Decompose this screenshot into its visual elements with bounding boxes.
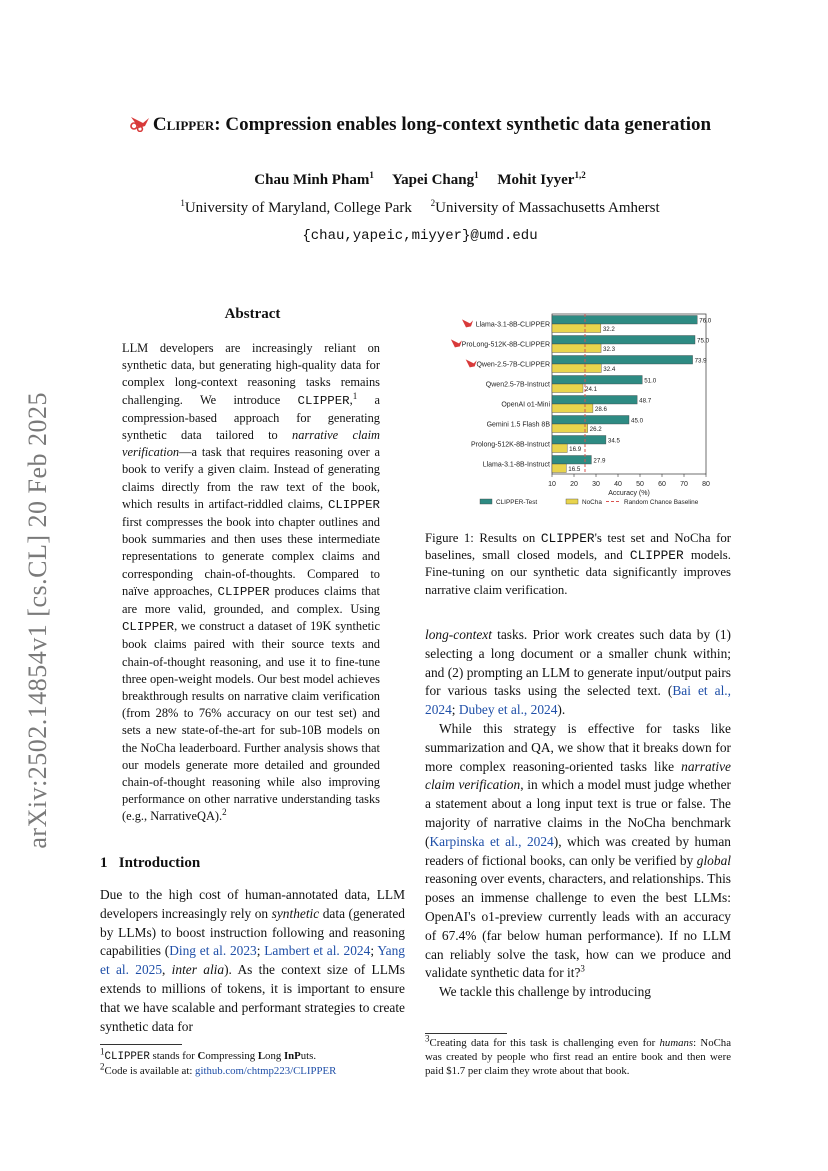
- bar-value-label: 76.0: [699, 317, 712, 325]
- footnote-text: stands for: [149, 1050, 198, 1062]
- citation-link[interactable]: Dubey et al., 2024: [458, 702, 558, 718]
- category-label: Qwen2.5-7B-Instruct: [485, 381, 550, 389]
- author-affiliation-mark: 1,2: [574, 170, 586, 180]
- clipper-code: CLIPPER: [629, 548, 684, 564]
- x-tick-label: 70: [680, 481, 688, 488]
- abstract-text: first compresses the book into chapter outlines and book summaries and then uses these intermediate representations to generate complex claims and corresponding chain-of-thoughts. Compared to naïve approaches,: [122, 515, 380, 598]
- x-tick-label: 20: [570, 481, 578, 488]
- abstract-emphasis: narrative claim verification: [122, 428, 380, 460]
- abstract-text: LLM developers are increasingly reliant on synthetic data, but generating high-quality data for complex long-context reasoning tasks remains challenging. We introduce: [122, 341, 380, 407]
- bar-clipper-test: [552, 316, 697, 325]
- footnote-text: ong: [265, 1050, 284, 1062]
- category-label: ProLong-512K-8B-CLIPPER: [461, 341, 550, 349]
- legend-label: CLIPPER-Test: [496, 499, 538, 506]
- citation-link[interactable]: Lambert et al. 2024: [264, 943, 371, 959]
- bar-clipper-test: [552, 376, 642, 385]
- bar-nocha: [552, 324, 601, 333]
- legend-swatch-clipper-test: [480, 499, 492, 504]
- category-label: Qwen-2.5-7B-CLIPPER: [476, 361, 550, 369]
- footnote-bold: InP: [283, 1050, 301, 1062]
- footnote-text: ompressing: [205, 1050, 258, 1062]
- paragraph: [425, 626, 731, 720]
- bar-nocha: [552, 464, 566, 473]
- x-tick-label: 30: [592, 481, 600, 488]
- footnote-bold: C: [197, 1050, 206, 1062]
- citation-link[interactable]: Ding et al. 2023: [169, 943, 257, 959]
- bar-nocha: [552, 404, 593, 413]
- x-tick-label: 10: [548, 481, 556, 488]
- body-emphasis: global: [696, 852, 731, 868]
- footnote-text: Code is available at:: [104, 1065, 196, 1077]
- abstract-body: LLM developers are increasingly reliant on synthetic data, but generating high-quality data for complex long-context reasoning tasks remains challenging. We introduce CLIPPER,$^1$ a compression-based approach for generating synthetic data tailored to narrative claim verification—a task that requires reasoning over a book to verify a given claim. Instead of generating claims directly from the raw text of the book, which results in artifact-riddled claims, CLIPPER first compresses the book into chapter outlines and book summaries and then uses these intermediate representations to generate complex claims and corresponding chain-of-thoughts. Compared to naïve approaches, CLIPPER produces claims that are more valid, grounded, and complex. Using CLIPPER, we construct a dataset of 19K synthetic book claims paired with their source texts and chain-of-thought reasoning, and use it to fine-tune three open-weight models. Our best model achieves breakthrough results on narrative claim verification (from 28% to 76% accuracy on our test set) and sets a new state-of-the-art for sub-10B models on the NoCha leaderboard. Further analysis shows that our models generate more detailed and grounded chain-of-thought reasoning while also improving performance on other narrative understanding tasks (e.g., NarrativeQA).$^2$: [122, 341, 380, 824]
- footnote-text: : NoCha was created by people who first read an entire book and then were paid $1.7 per claim they wrote about that book.: [425, 1037, 731, 1077]
- section-title: Introduction: [118, 855, 201, 871]
- clipper-scissors-icon: [451, 339, 462, 347]
- bar-nocha: [552, 424, 588, 433]
- x-tick-label: 40: [614, 481, 622, 488]
- footnote-number: 1: [100, 1046, 105, 1057]
- bar-nocha: [552, 384, 583, 393]
- caption-text: models. Fine-tuning on our synthetic data significantly improves narrative claim verification.: [425, 548, 731, 597]
- author-affiliation-mark: 1: [369, 170, 374, 180]
- intro-text: ;: [370, 943, 378, 959]
- clipper-code: CLIPPER: [540, 531, 595, 546]
- bar-value-label: 73.9: [694, 357, 707, 365]
- affiliation-name: University of Massachusetts Amherst: [435, 200, 660, 216]
- bar-clipper-test: [552, 396, 637, 405]
- author-name: Yapei Chang: [392, 172, 475, 188]
- caption-text: Figure 1: Results on: [425, 531, 541, 545]
- author-name: Chau Minh Pham: [254, 172, 370, 188]
- bar-chart: [430, 308, 730, 514]
- abstract-text: produces claims that are more valid, grounded, and complex. Using: [122, 583, 380, 617]
- legend-label: NoCha: [582, 499, 602, 506]
- clipper-code: CLIPPER: [104, 1051, 150, 1063]
- abstract-text: —a task that requires reasoning over a book to verify a given claim. Instead of generating claims directly from the raw text of the book, which results in artifact-riddled claims,: [122, 445, 380, 511]
- title-name: Clipper: [152, 114, 215, 135]
- intro-paragraph: [100, 886, 405, 1036]
- footnote-text: uts.: [300, 1050, 317, 1062]
- body-emphasis: narrative claim verification: [425, 758, 731, 793]
- paragraph: [425, 983, 731, 1002]
- affiliation-number: 1: [180, 198, 185, 208]
- section-heading-introduction: [100, 855, 405, 872]
- clipper-code: CLIPPER: [297, 393, 350, 408]
- affiliation-number: 2: [430, 198, 436, 208]
- x-tick-label: 60: [658, 481, 666, 488]
- bar-value-label: 24.1: [585, 385, 598, 393]
- bar-nocha: [552, 444, 567, 453]
- body-text: tasks. Prior work creates such data by (1) selecting a long document or a smaller chunk within; and (2) prompting an LLM to generate input/output pairs for various tasks using the selected text. (: [425, 627, 731, 699]
- arxiv-sidebar-stamp: [14, 370, 62, 870]
- category-label: Llama-3.1-8B-Instruct: [482, 461, 550, 469]
- intro-text: ;: [256, 943, 265, 959]
- x-tick-label: 80: [702, 481, 710, 488]
- bar-clipper-test: [552, 436, 606, 445]
- bar-value-label: 27.9: [593, 457, 606, 465]
- footnote-divider: [100, 1044, 182, 1045]
- body-text: reasoning over events, characters, and relationships. This poses an immense challenge to even the best LLMs: OpenAI's o1-preview currently leads with an accuracy of 67.4% (far below human performance). If no LLM can reliably solve the task, how can we produce and validate synthetic data for it?: [425, 871, 731, 981]
- bar-value-label: 75.0: [697, 337, 710, 345]
- body-text: ;: [451, 702, 459, 718]
- clipper-code: CLIPPER: [327, 497, 380, 512]
- x-tick-label: 50: [636, 481, 644, 488]
- figure-1-caption: [425, 530, 731, 599]
- legend-swatch-nocha: [566, 499, 578, 504]
- bar-value-label: 45.0: [631, 417, 644, 425]
- arxiv-id: arXiv:2502.14854v1 [cs.CL] 20 Feb 2025: [23, 391, 52, 849]
- figure-1-chart: [430, 308, 730, 514]
- author-list: [100, 172, 740, 189]
- bar-value-label: 32.3: [603, 345, 616, 353]
- bar-nocha: [552, 344, 601, 353]
- bar-value-label: 48.7: [639, 397, 652, 405]
- intro-text: ). As the context size of LLMs extends to millions of tokens, it is important to ensure that we have scalable and performant strategies to create synthetic data for: [100, 962, 405, 1034]
- affiliations: [100, 200, 740, 217]
- section-number: 1: [100, 855, 108, 871]
- x-axis-label: Accuracy (%): [608, 490, 650, 497]
- paper-title: [100, 114, 740, 136]
- title-rest: : Compression enables long-context synthetic data generation: [214, 114, 712, 135]
- paragraph: [425, 720, 731, 983]
- bar-clipper-test: [552, 336, 695, 345]
- category-label: Llama-3.1-8B-CLIPPER: [475, 321, 550, 329]
- citation-link[interactable]: Bai et al., 2024: [425, 683, 731, 718]
- abstract-heading: Abstract: [224, 306, 281, 322]
- body-text: We tackle this challenge by introducing: [439, 984, 651, 1000]
- bar-clipper-test: [552, 416, 629, 425]
- body-emphasis: long-context: [425, 627, 492, 642]
- bar-value-label: 32.4: [603, 365, 616, 373]
- bar-value-label: 26.2: [589, 425, 602, 433]
- intro-emphasis: synthetic: [271, 905, 320, 921]
- body-text: , in which a model must judge whether a statement about a long input text is true or false. The majority of narrative claims in the NoCha benchmark (: [425, 777, 732, 849]
- body-text: While this strategy is effective for tasks like summarization and QA, we show that it breaks down for more complex reasoning-oriented tasks like: [425, 720, 731, 774]
- footnote-emphasis: humans: [659, 1037, 694, 1049]
- bar-value-label: 34.5: [607, 437, 620, 445]
- abstract-text: a compression-based approach for generating synthetic data tailored to: [122, 392, 380, 443]
- scissors-logo-icon: [129, 114, 151, 132]
- intro-text: Due to the high cost of human-annotated data, LLM developers increasingly rely on: [100, 887, 405, 921]
- caption-text: 's test set and NoCha for baselines, small closed models, and: [425, 531, 731, 563]
- footnote-text: Creating data for this task is challenging even for: [429, 1037, 660, 1049]
- footnote-mark: 1: [352, 390, 358, 401]
- intro-emphasis: inter alia: [171, 962, 225, 978]
- citation-link[interactable]: Yang et al. 2025: [100, 943, 405, 978]
- code-repo-link[interactable]: github.com/chtmp223/CLIPPER: [195, 1065, 337, 1077]
- legend-label: Random Chance Baseline: [624, 499, 699, 506]
- bar-value-label: 16.9: [569, 445, 582, 453]
- bar-value-label: 32.2: [602, 325, 615, 333]
- intro-text: data (generated by LLMs) to boost instruction following and reasoning capabilities (: [100, 905, 406, 959]
- author-emails: {chau,yapeic,miyyer}@umd.edu: [302, 228, 538, 244]
- category-label: Prolong-512K-8B-Instruct: [471, 441, 550, 449]
- author-name: Mohit Iyyer: [497, 172, 575, 188]
- clipper-scissors-icon: [466, 359, 477, 367]
- footnote-bold: L: [257, 1050, 266, 1062]
- author-affiliation-mark: 1: [474, 170, 479, 180]
- clipper-scissors-icon: [462, 319, 473, 327]
- right-column-body: [425, 626, 731, 1002]
- citation-link[interactable]: Karpinska et al., 2024: [429, 833, 554, 849]
- footnote-3: [425, 1033, 731, 1078]
- footnote-mark: 2: [222, 807, 227, 818]
- footnote-2: [100, 1061, 405, 1078]
- bar-clipper-test: [552, 356, 693, 365]
- intro-text: ,: [162, 962, 172, 978]
- body-text: ), which was created by human readers of fictional books, can only be verified by: [425, 833, 731, 868]
- bar-value-label: 28.6: [594, 405, 607, 413]
- footnote-number: 2: [100, 1061, 105, 1072]
- footnote-1: [100, 1046, 405, 1064]
- footnote-divider: [425, 1033, 507, 1034]
- clipper-code: CLIPPER: [217, 584, 270, 599]
- affiliation-name: University of Maryland, College Park: [184, 200, 412, 216]
- category-label: Gemini 1.5 Flash 8B: [486, 421, 550, 429]
- bar-nocha: [552, 364, 601, 373]
- body-text: ).: [557, 702, 566, 718]
- bar-value-label: 16.5: [568, 465, 581, 473]
- category-label: OpenAI o1-Mini: [501, 401, 550, 409]
- footnote-mark: 3: [580, 963, 585, 974]
- bar-value-label: 51.0: [644, 377, 657, 385]
- footnote-number: 3: [425, 1033, 430, 1044]
- clipper-code: CLIPPER: [122, 620, 175, 635]
- abstract-text: , we construct a dataset of 19K synthetic book claims paired with their source texts and chain-of-thought reasoning, and use it to fine-tune three open-weight models. Our best model achieves breakthrough results on narrative claim verification (from 28% to 76% accuracy on our test set) and sets a new state-of-the-art for sub-10B models on the NoCha leaderboard. Further analysis shows that our models generate more detailed and grounded chain-of-thought reasoning while also improving performance on other narrative understanding tasks (e.g., NarrativeQA).: [122, 619, 380, 824]
